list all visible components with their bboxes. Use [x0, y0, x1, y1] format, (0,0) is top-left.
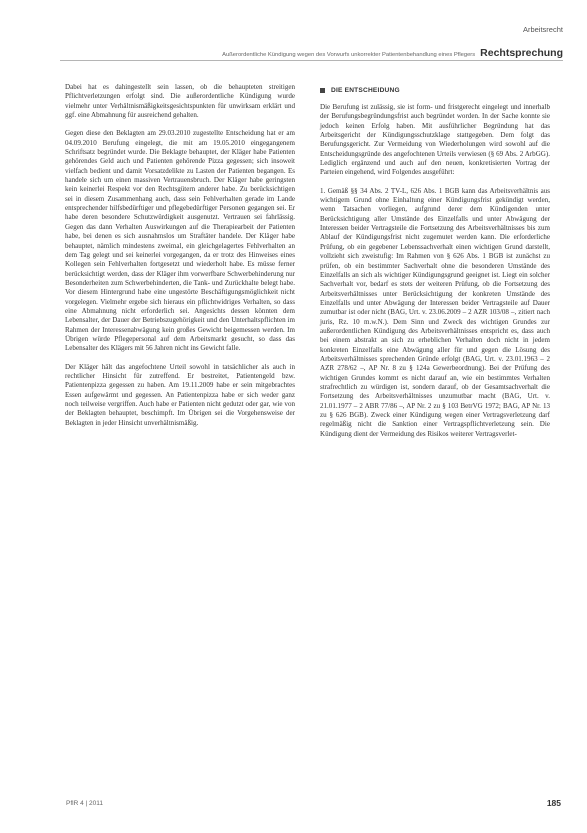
- running-header-subtitle: Außerordentliche Kündigung wegen des Vorwurfs unkorrekter Patientenbehandlung eines Pflegers: [222, 52, 476, 58]
- section-heading-text: DIE ENTSCHEIDUNG: [331, 87, 400, 94]
- square-bullet-icon: [320, 88, 325, 93]
- section-heading: [320, 87, 550, 94]
- page-number: 185: [546, 798, 561, 808]
- right-paragraph: 1. Gemäß §§ 34 Abs. 2 TV-L, 626 Abs. 1 BGB kann das Arbeitsverhältnis aus wichtigem Grund ohne Einhaltung einer Kündigungsfrist gekündigt werden, wenn Tatsachen vorliegen, aufgrund derer dem Kündigenden unter Berücksichtigung aller Umstände des Einzelfalls und unter Abwägung der Interessen beider Vertragsteile die Fortsetzung des Arbeitsverhältnisses bis zum Ablauf der Kündigungsfrist nicht zugemutet werden kann. Die erforderliche Prüfung, ob ein gegebener Lebenssachverhalt einen wichtigen Grund darstellt, vollzieht sich zweistufig: Im Rahmen von § 626 Abs. 1 BGB ist zunächst zu prüfen, ob ein bestimmter Sachverhalt ohne die besonderen Umstände des Einzelfalls an sich als wichtiger Kündigungsgrund geeignet ist. Liegt ein solcher Sachverhalt vor, bedarf es stets der weiteren Prüfung, ob die Fortsetzung des Arbeitsverhältnisses unter Berücksichtigung der konkreten Umstände des Einzelfalls und unter Abwägung der Interessen beider Vertragsteile auf Dauer zumutbar ist oder nicht (BAG, Urt. v. 23.06.2009 – 2 AZR 103/08 –, zitiert nach juris, Rz. 10 m.w.N.). Dem Sinn und Zweck des wichtigen Grundes zur außerordentlichen Kündigung des Arbeitsverhältnisses entspricht es, dass auch bei einem abstrakt an sich zu erheblichen Verhalten doch nicht in jedem konkreten Einzelfalls eine Abwägung aller für und gegen die Lösung des Arbeitsverhältnisses sprechenden Gründe erfolgt (BAG, Urt. v. 23.01.1963 – 2 AZR 278/62 –, AP Nr. 8 zu § 124a Gewerbeordnung). Bei der Prüfung des wichtigen Grundes kommt es nicht darauf an, wie ein bestimmtes Verhalten strafrechtlich zu würdigen ist, sondern darauf, ob der Gesamtsachverhalt die Fortsetzung des Arbeitsverhältnisses unzumutbar macht (BAG, Urt. v. 21.01.1977 – 2 ABR 77/86 –, AP Nr. 2 zu § 103 BetrVG 1972; BAG, AP Nr. 13 zu § 626 BGB). Zweck einer Kündigung wegen einer Vertragsverletzung darf regelmäßig nicht die Sanktion einer Vertragspflichtverletzung sein. Die Kündigung dient der Vermeidung des Risikos weiterer Vertragsverlet-: [320, 186, 550, 438]
- left-column: [65, 83, 295, 437]
- right-column: [320, 83, 550, 448]
- left-paragraph: Dabei hat es dahingestellt sein lassen, ob die behaupteten streitigen Pflichtverletzungen erfolgt sind. Die außerordentliche Kündigung wurde vielmehr unter Verhältnismäßigkeitsgesichtspunkten für unwirksam erklärt und ggf. eine Abmahnung für ausreichend gehalten.: [65, 83, 295, 120]
- running-header: [222, 47, 563, 59]
- left-paragraph: Der Kläger hält das angefochtene Urteil sowohl in tatsächlicher als auch in rechtlicher Hinsicht für zutreffend. Er bestreitet, Patientengeld bzw. Patientenpizza gegessen zu haben. Am 19.11.2009 habe er sein mitgebrachtes Essen aufgewärmt und gegessen. An Patientenpizza habe er sich weder ganz noch teilweise vergriffen. Auch habe er Patienten nicht gedutzt oder gar, wie von der Beklagten behauptet, beschimpft. Im Übrigen sei die Vorgehensweise der Beklagten in jeder Hinsicht unverhältnismäßig.: [65, 362, 295, 427]
- right-paragraph: Die Berufung ist zulässig, sie ist form- und fristgerecht eingelegt und innerhalb der Berufungsbegründungsfrist auch begründet worden. In der Sache konnte sie jedoch keinen Erfolg haben. Mit ausführlicher Begründung hat das Arbeitsgericht der Kündigungsschutzklage stattgegeben. Dem folgt das Berufungsgericht. Zur Vermeidung von Wiederholungen wird sowohl auf die Entscheidungsgründe des angefochtenen Urteils verwiesen (§ 69 Abs. 2 ArbGG). Lediglich ergänzend und auch auf den neuen, konkretisierten Vortrag der Parteien eingehend, wird Folgendes ausgeführt:: [320, 103, 550, 177]
- footer-journal: PflR 4 | 2011: [66, 800, 103, 807]
- left-paragraph: Gegen diese den Beklagten am 29.03.2010 zugestellte Entscheidung hat er am 04.09.2010 Berufung eingelegt, die mit am 19.05.2010 eingegangenem Schriftsatz begründet wurde. Die Beklagte behauptet, der Kläger habe Patienten gehörendes Geld auch und Patienten gehörende Pizza gegessen; sich insoweit vielfach bedient und damit Vorsatzdelikte zu Lasten der Patienten begangen. Es handele sich um einen massiven Vertrauensbruch. Der Kläger habe geringsten kein keinerlei Respekt vor den Rechtsgütern anderer habe. Zu berücksichtigen sei in diesem Zusammenhang auch, dass sein Fehlverhalten gerade im Lande entsprechender hilfsbedürftiger und pflegebedürftiger Personen gegangen sei. Er habe deren besondere Schutzwürdigkeit ausgenutzt. Vertrauen sei fahrlässig. Gegen das dann Verhalten Auswirkungen auf die Therapiearbeit der Patienten habe, bei denen es sich ausnahmslos um Straftäter handele. Der Kläger habe behauptet, nämlich mindestens zweimal, ein gleichgelagertes Fehlverhalten an dem Tag gelegt und sei keinerlei vorgegangen, da er trotz des Hinweises eines Kollegen sein Fehlverhalten fortgesetzt und wiederholt habe. Es müsse ferner berücksichtigt werden, dass der Kläger ihm vorwerfbare Schwerbehinderung nur Besonderheiten zum Schwerbehinderten, die Tank- und Zurückhalte belegt habe. Vor diesem Hintergrund habe eine ungestörte Beschäftigungsmöglichkeit nicht vorgelegen. Vielmehr ergebe sich hieraus ein pflichtwidriges Verhalten, so dass eine Abmahnung nicht erforderlich sei. Angesichts dessen könnten dem Lebensalter, der Dauer der Betriebszugehörigkeit und den Unterhaltspflichten im Rahmen der Interessenabwägung kein großes Gewicht beigemessen werden. Im Übrigen würde Pflegepersonal auf dem Arbeitsmarkt gesucht, so dass das Lebensalter des Klägers mit 56 Jahren nicht ins Gewicht falle.: [65, 129, 295, 353]
- running-section-label: Arbeitsrecht: [522, 25, 563, 34]
- running-header-title: Rechtsprechung: [480, 47, 563, 59]
- header-rule: [60, 60, 563, 61]
